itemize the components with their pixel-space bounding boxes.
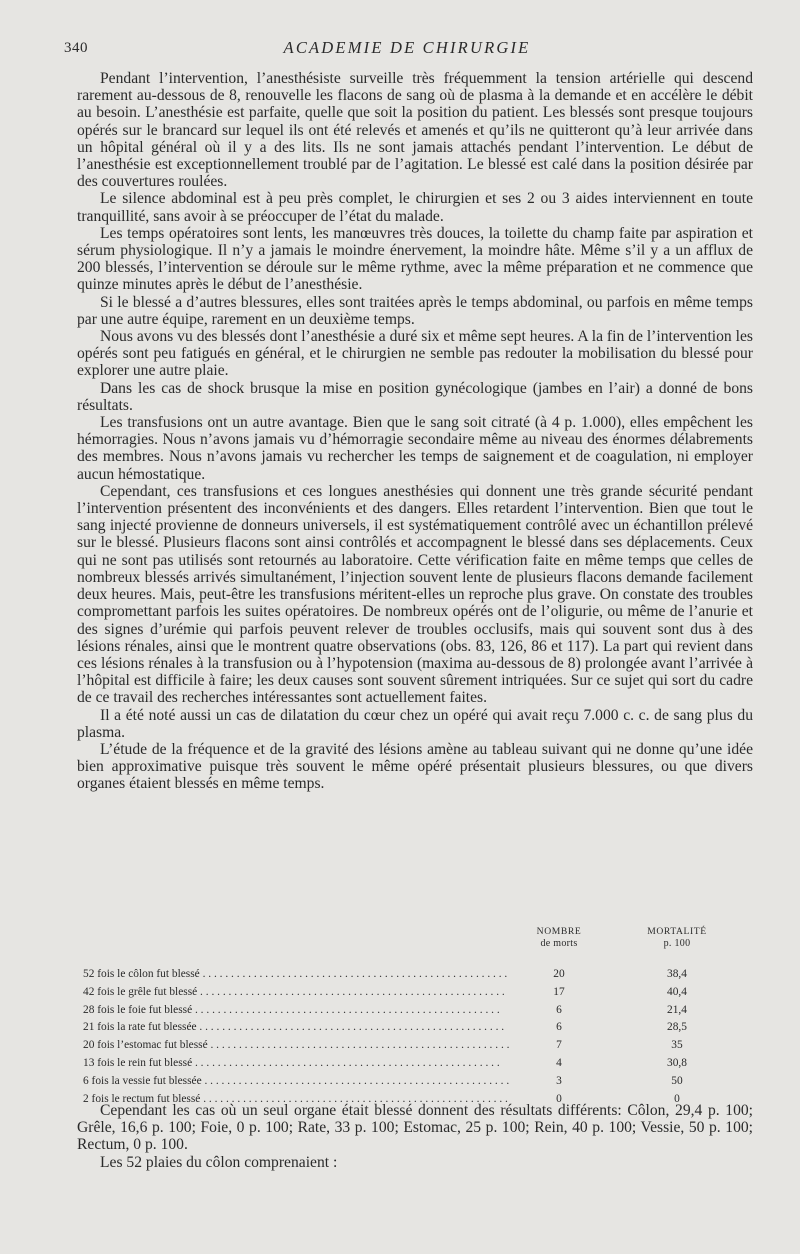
row-mortality: 50	[671, 1074, 683, 1087]
row-mortality: 0	[674, 1092, 680, 1105]
table-row	[77, 984, 753, 1002]
row-label: 21 fois la rate fut blessée . . .	[83, 1019, 513, 1037]
table-row	[77, 1019, 753, 1037]
row-label: 13 fois le rein fut blessé . . .	[83, 1055, 513, 1073]
table-row	[77, 1055, 753, 1073]
row-mortality: 21,4	[667, 1003, 687, 1016]
row-mortality: 28,5	[667, 1021, 687, 1034]
lesion-mortality-table	[77, 926, 753, 1108]
table-row	[77, 1037, 753, 1055]
row-mortality: 40,4	[667, 985, 687, 998]
paragraph: Le silence abdominal est à peu près complet, le chirurgien et ses 2 ou 3 aides interviennent en toute tranquillité, sans avoir à se préoccuper de l’état du malade.	[77, 190, 753, 225]
row-deaths: 3	[556, 1074, 562, 1087]
row-label: 6 fois la vessie fut blessée . . .	[83, 1073, 513, 1091]
paragraph: Nous avons vu des blessés dont l’anesthésie a duré six et même sept heures. A la fin de l’intervention les opérés sont peu fatigués en général, et le chirurgien ne semble pas redouter la mobilisation du blessé pour explorer une autre plaie.	[77, 328, 753, 380]
column-header-mortality-line2: p. 100	[663, 937, 691, 949]
column-header-mortality	[622, 926, 732, 949]
row-deaths: 6	[556, 1021, 562, 1034]
paragraph: Cependant les cas où un seul organe était blessé donnent des résultats différents: Côlon, 29,4 p. 100; Grêle, 16,6 p. 100; Foie, 0 p. 100; Rate, 33 p. 100; Estomac, 25 p. 100; Rein, 40 p. 100; Vessie, 50 p. 100; Rectum, 0 p. 100.	[77, 1102, 753, 1154]
table-row	[77, 966, 753, 984]
row-label: 20 fois l’estomac fut blessé . . .	[83, 1037, 513, 1055]
paragraph: Pendant l’intervention, l’anesthésiste surveille très fréquemment la tension artérielle qui descend rarement au-dessous de 8, renouvelle les flacons de sang où de plasma à la demande et en accélère le débit au besoin. L’anesthésie est parfaite, quelle que soit la position du patient. Les blessés sont presque toujours opérés sur le brancard sur lequel ils ont été relevés et amenés et qu’ils ne quitteront qu’à leur arrivée dans un hôpital général où il y a des lits. Ils ne sont jamais attachés pendant l’intervention. Le début de l’anesthésie est exceptionnellement troublé par de l’agitation. Le blessé est calé dans la position désirée par des couvertures roulées.	[77, 70, 753, 191]
row-deaths: 7	[556, 1039, 562, 1052]
column-header-deaths	[519, 926, 599, 949]
column-header-deaths-line2: de morts	[540, 937, 578, 949]
table-header	[77, 926, 753, 950]
row-deaths: 0	[556, 1092, 562, 1105]
row-mortality: 35	[671, 1039, 683, 1052]
body-text	[77, 70, 753, 793]
column-header-mortality-line1: MORTALITÉ	[647, 926, 707, 937]
row-deaths: 20	[553, 968, 565, 980]
row-deaths: 6	[556, 1003, 562, 1016]
row-mortality: 38,4	[667, 968, 687, 980]
row-label: 52 fois le côlon fut blessé . . .	[83, 966, 513, 984]
paragraph: L’étude de la fréquence et de la gravité des lésions amène au tableau suivant qui ne donne qu’une idée bien approximative puisque très souvent le même opéré présentait plusieurs blessures, ou que divers organes étaient blessés en même temps.	[77, 740, 753, 793]
row-deaths: 4	[556, 1056, 562, 1069]
row-label: 42 fois le grêle fut blessé . . .	[83, 984, 513, 1002]
running-title: ACADEMIE DE CHIRURGIE	[283, 38, 531, 57]
table-row	[77, 1002, 753, 1020]
row-deaths: 17	[553, 985, 565, 998]
paragraph: Les transfusions ont un autre avantage. Bien que le sang soit citraté (à 4 p. 1.000), elles empêchent les hémorragies. Nous n’avons jamais vu d’hémorragie secondaire même au niveau des énormes délabrements des membres. Nous n’avons jamais vu rechercher les temps de saignement et de coagulation, ni employer aucun hémostatique.	[77, 414, 753, 483]
column-header-deaths-line1: NOMBRE	[536, 926, 582, 937]
paragraph: Cependant, ces transfusions et ces longues anesthésies qui donnent une très grande sécurité pendant l’intervention présentent des inconvénients et des dangers. Elles retardent l’intervention. Bien que tout le sang injecté provienne de donneurs universels, il est systématiquement contrôlé avec un échantillon prélevé sur le blessé. Plusieurs flacons sont ainsi contrôlés et accompagnent le blessé dans ses déplacements. Ceux qui ne sont pas utilisés sont retournés au laboratoire. Cette vérification faite en même temps que celles de nombreux blessés arrivés simultanément, l’injection souvent lente de plusieurs flacons demande facilement deux heures. Mais, peut-être les transfusions méritent-elles un reproche plus grave. On constate des troubles compromettant parfois les suites opératoires. De nombreux opérés ont de l’oligurie, ou même de l’anurie et des signes d’urémie qui parfois peuvent relever de troubles occlusifs, mais qui souvent sont dus à des lésions rénales, ainsi que le montrent quatre observations (obs. 83, 126, 86 et 117). La part qui revient dans ces lésions rénales à la transfusion ou à l’hypotension (maxima au-dessous de 8) prolongée avant l’arrivée à l’hôpital est difficile à faire; les deux causes sont souvent sûrement intriquées. Sur ce sujet qui sort du cadre de ce travail des recherches intéressantes sont actuellement faites.	[77, 482, 753, 707]
paragraph: Les temps opératoires sont lents, les manœuvres très douces, la toilette du champ faite par aspiration et sérum physiologique. Il n’y a jamais le moindre énervement, la moindre hâte. Même s’il y a un afflux de 200 blessés, l’intervention se déroule sur le même rythme, avec la même préparation et ne commence que quinze minutes après le début de l’anesthésie.	[77, 224, 753, 294]
paragraph: Si le blessé a d’autres blessures, elles sont traitées après le temps abdominal, ou parfois en même temps par une autre équipe, rarement en un deuxième temps.	[77, 293, 753, 328]
paragraph: Les 52 plaies du côlon comprenaient :	[100, 1153, 338, 1171]
table-body	[77, 966, 753, 1108]
row-label: 28 fois le foie fut blessé . . .	[83, 1002, 513, 1020]
page-header	[64, 38, 750, 60]
paragraph: Il a été noté aussi un cas de dilatation du cœur chez un opéré qui avait reçu 7.000 c. c. de sang plus du plasma.	[77, 706, 753, 741]
table-row	[77, 1073, 753, 1091]
row-label: 2 fois le rectum fut blessé . . .	[83, 1091, 513, 1109]
paragraph: Dans les cas de shock brusque la mise en position gynécologique (jambes en l’air) a donné de bons résultats.	[77, 379, 753, 414]
row-mortality: 30,8	[667, 1056, 687, 1069]
page-number: 340	[64, 40, 88, 56]
closing-text	[77, 1102, 753, 1171]
